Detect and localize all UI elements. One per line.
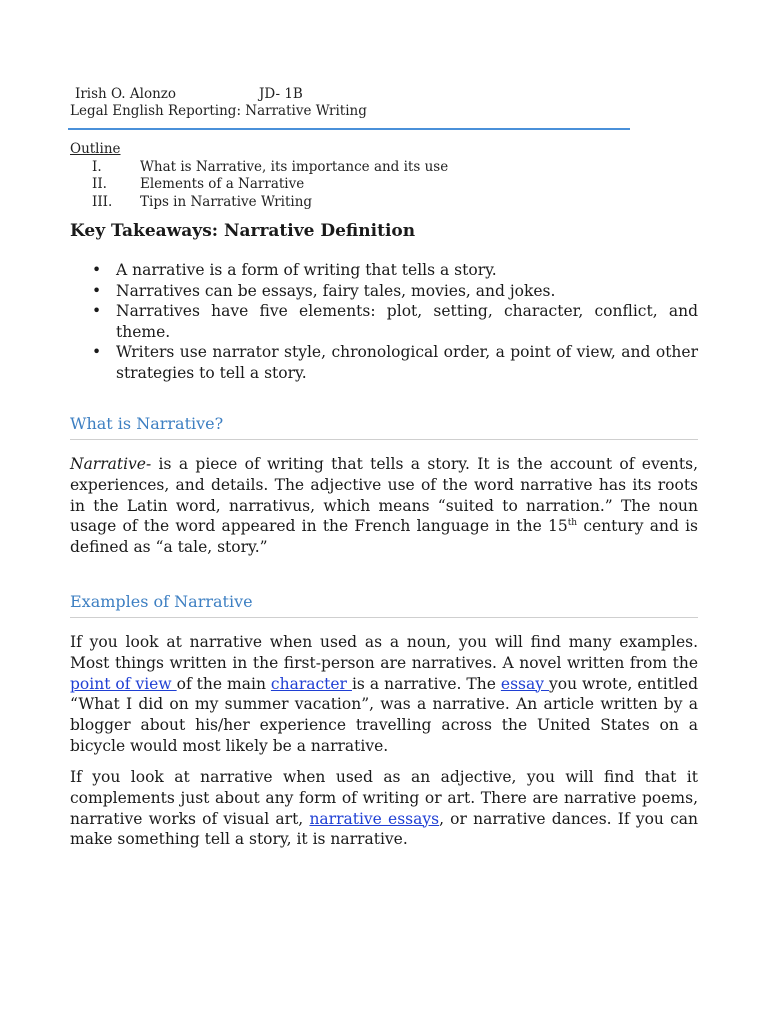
- paragraph-text: is a narrative. The: [351, 674, 501, 693]
- outline-item: [70, 194, 448, 212]
- defined-term: Narrative-: [70, 455, 152, 473]
- outline-section: [70, 141, 448, 211]
- definition-text-b: century and is defined as “a tale, story.”: [70, 517, 698, 557]
- definition-text-a: is a piece of writing that tells a story. It is the account of events, experiences, and details. The adjective use of the word narrative has its roots in the Latin word, narrativus, which means “suited to narration.” The noun usage of the word appeared in the French language in the 15: [70, 455, 698, 536]
- outline-number: III.: [92, 193, 113, 210]
- key-takeaways-heading: Key Takeaways: Narrative Definition: [70, 221, 416, 241]
- point-of-view-link[interactable]: point of view: [70, 674, 177, 693]
- header-divider: [68, 128, 630, 130]
- paragraph-text: If you look at narrative when used as a noun, you will find many examples. Most things written in the first-person are narratives. A novel written from the: [70, 633, 698, 672]
- document-header: [70, 86, 710, 120]
- outline-text: Tips in Narrative Writing: [140, 193, 313, 210]
- what-is-narrative-heading: What is Narrative?: [70, 414, 698, 440]
- document-subtitle: Legal English Reporting: Narrative Writing: [70, 103, 367, 119]
- character-link[interactable]: character: [270, 674, 352, 693]
- list-item: • A narrative is a form of writing that tells a story.: [70, 260, 698, 281]
- paragraph-text: If you look at narrative when used as an adjective, you will find that it complements just about any form of writing or art. There are narrative poems, narrative works of visual art,: [70, 768, 698, 828]
- paragraph-text: , or narrative dances. If you can make something tell a story, it is narrative.: [70, 809, 698, 849]
- essay-link[interactable]: essay: [500, 674, 549, 693]
- examples-paragraph-adjective: [70, 767, 698, 850]
- paragraph-text: you wrote, entitled “What I did on my summer vacation”, was a narrative. An article written by a blogger about his/her experience travelling across the United States on a bicycle would most likely be a narrative.: [70, 674, 698, 755]
- outline-text: Elements of a Narrative: [140, 176, 305, 192]
- class-code: JD- 1B: [259, 86, 303, 102]
- outline-item: [70, 159, 448, 177]
- author-name: Irish O. Alonzo: [75, 86, 177, 102]
- list-item: • Narratives have five elements: plot, setting, character, conflict, and theme.: [70, 301, 698, 342]
- outline-title: Outline: [70, 141, 121, 157]
- paragraph-text: of the main: [176, 674, 271, 693]
- ordinal-suffix: th: [567, 518, 578, 529]
- list-item: • Narratives can be essays, fairy tales, movies, and jokes.: [70, 281, 698, 302]
- outline-text: What is Narrative, its importance and its use: [140, 158, 449, 175]
- examples-heading: Examples of Narrative: [70, 592, 698, 618]
- examples-paragraph-noun: [70, 632, 698, 757]
- outline-number: I.: [92, 158, 102, 175]
- outline-number: II.: [92, 176, 107, 192]
- definition-paragraph: [70, 454, 698, 558]
- key-takeaways-list: [70, 260, 698, 383]
- outline-item: [70, 176, 448, 194]
- list-item: • Writers use narrator style, chronological order, a point of view, and other strategies to tell a story.: [70, 342, 698, 383]
- narrative-essays-link[interactable]: narrative essays: [309, 809, 440, 828]
